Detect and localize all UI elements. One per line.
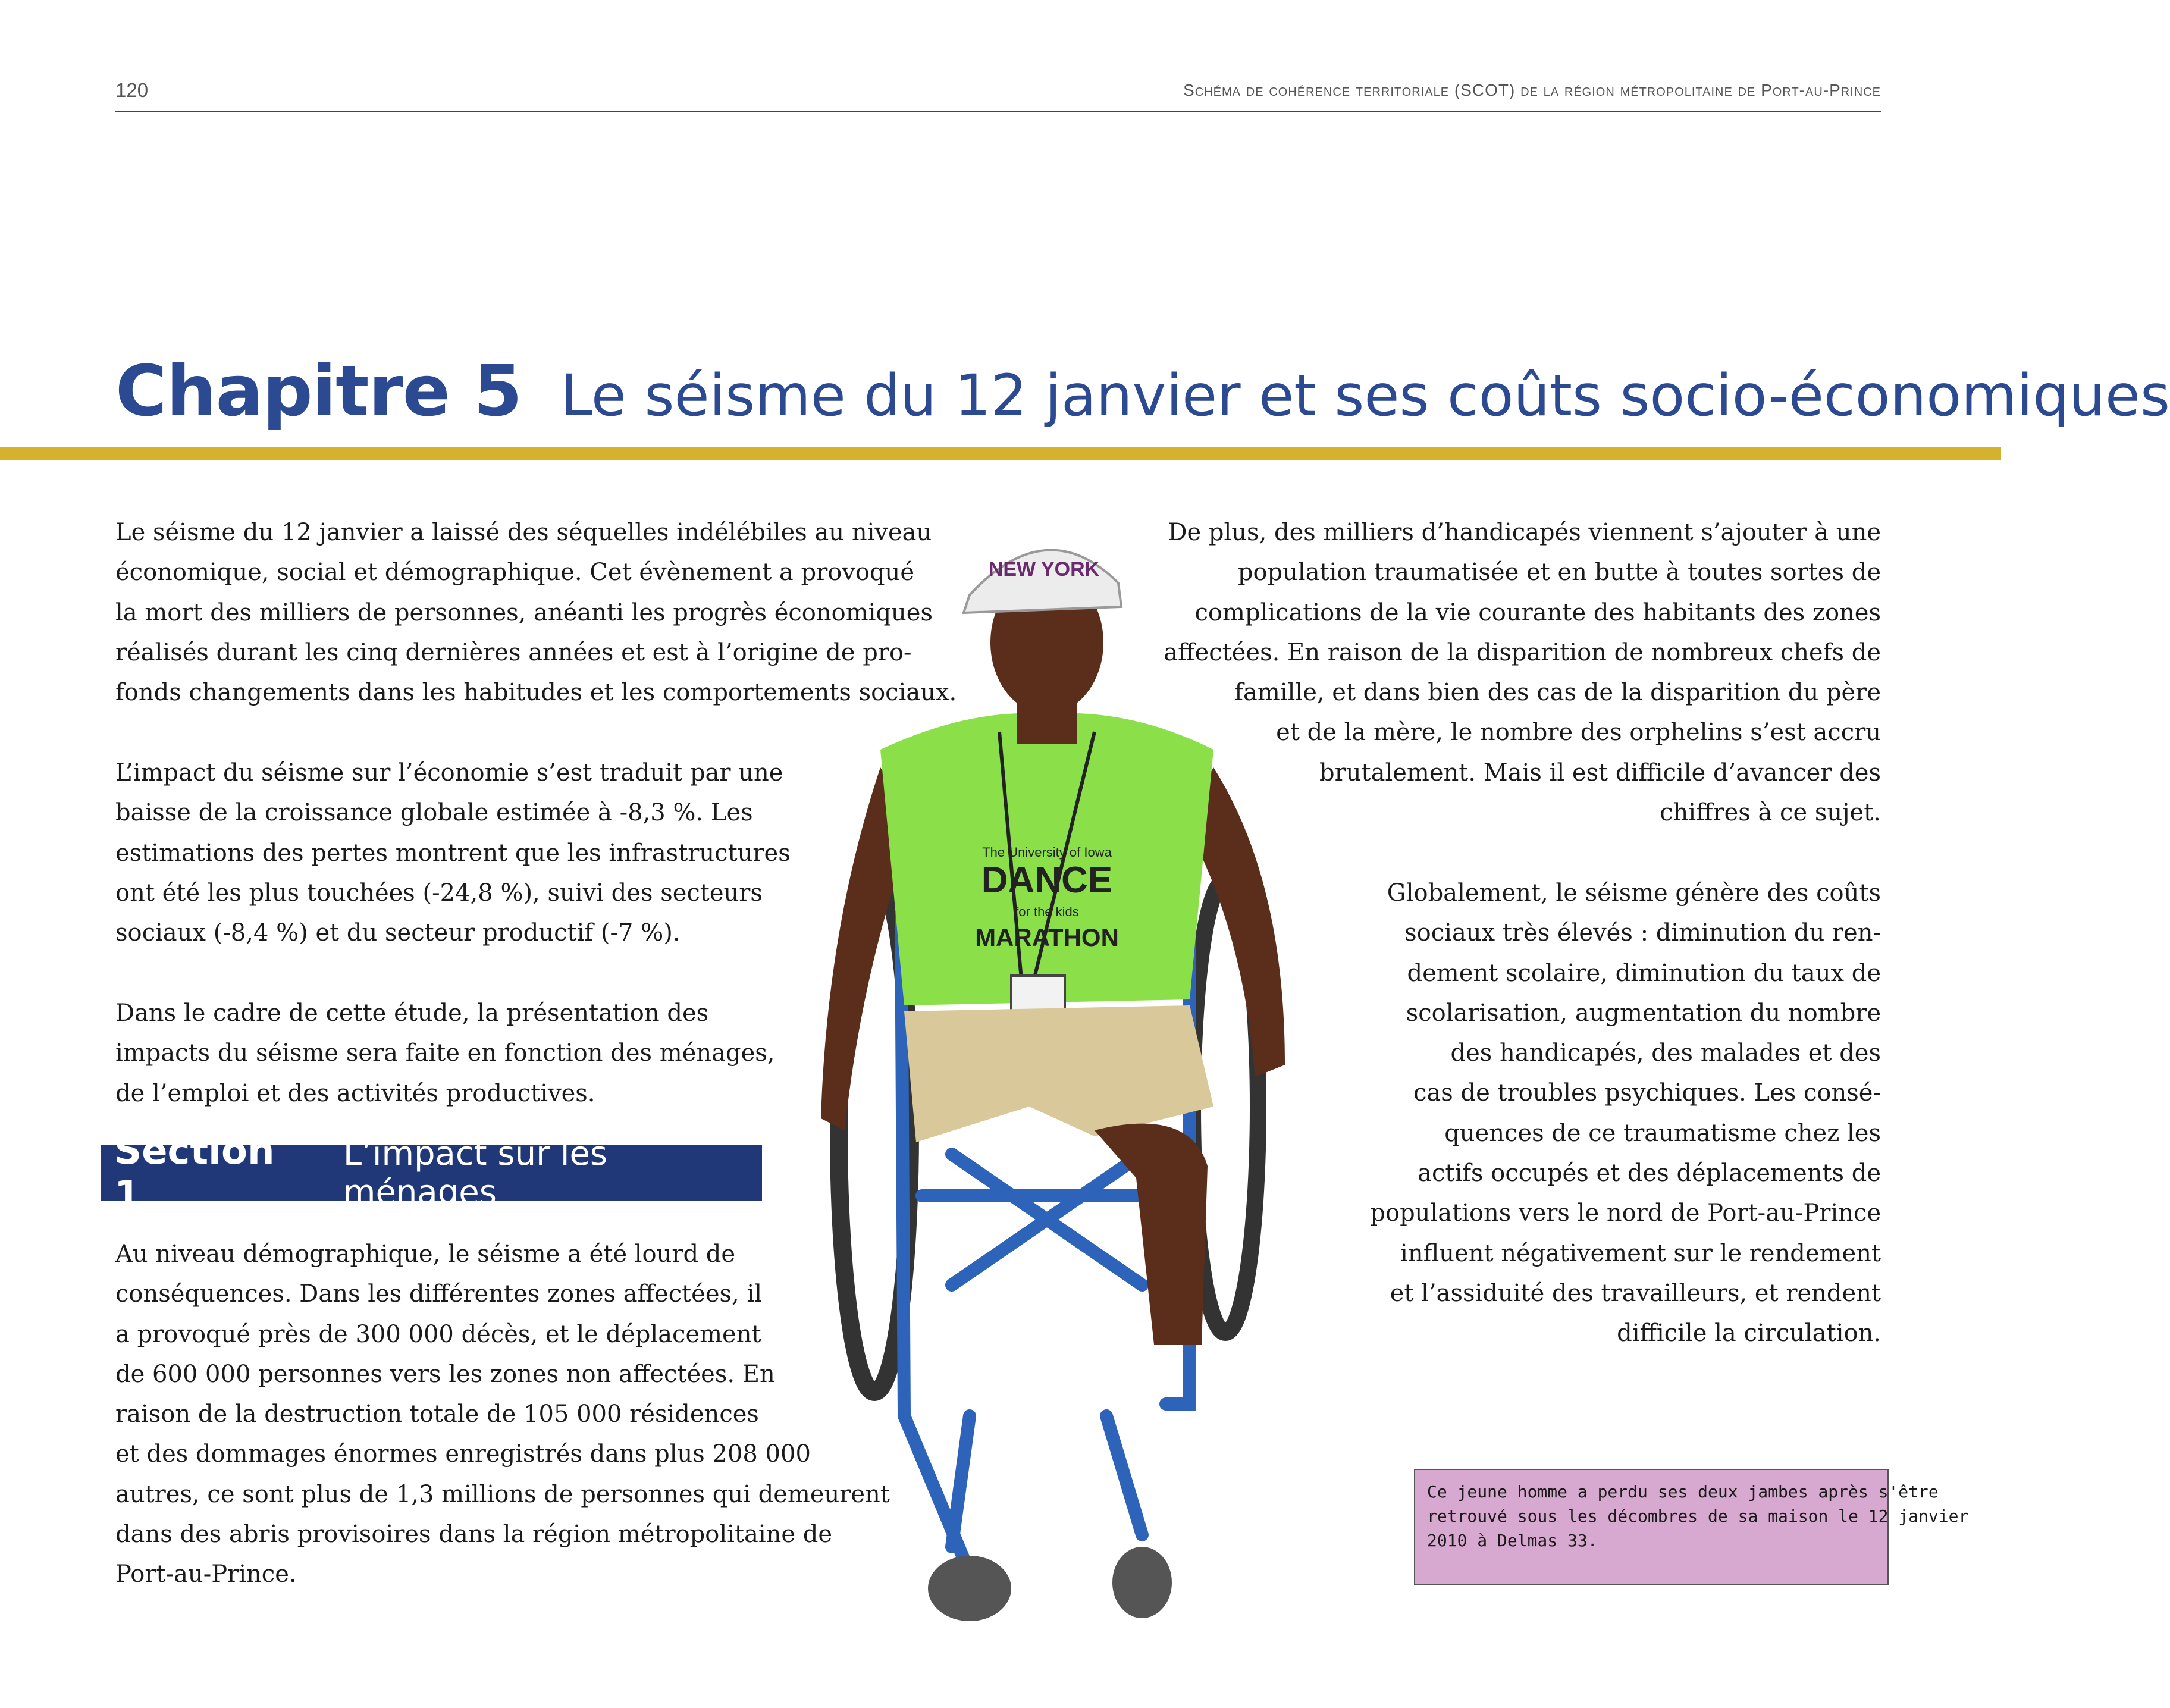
shirt-print-line: for the kids bbox=[1015, 904, 1079, 919]
text-line: population traumatisée et en butte à toutes sortes de bbox=[1237, 559, 1881, 587]
shirt-print-line: DANCE bbox=[981, 860, 1113, 901]
leg bbox=[1095, 1124, 1208, 1345]
text-line: Le séisme du 12 janvier a laissé des séquelles indélébiles au niveau bbox=[115, 519, 932, 546]
text-line: cas de troubles psychiques. Les consé- bbox=[1413, 1079, 1881, 1107]
chapter-rule bbox=[0, 447, 2001, 460]
text-line: sociaux très élevés : diminution du ren- bbox=[1404, 919, 1881, 947]
text-line: chiffres à ce sujet. bbox=[1660, 799, 1881, 827]
text-line: famille, et dans bien des cas de la disparition du père bbox=[1234, 679, 1881, 707]
wheelchair-photo bbox=[773, 512, 1321, 1696]
text-line: réalisés durant les cinq dernières années et est à l’origine de pro- bbox=[115, 638, 912, 666]
text-line: De plus, des milliers d’handicapés viennent s’ajouter à une bbox=[1168, 519, 1881, 546]
cap-print: NEW YORK bbox=[988, 558, 1100, 581]
text-line: autres, ce sont plus de 1,3 millions de personnes qui demeurent bbox=[115, 1480, 890, 1508]
text-line: Dans le cadre de cette étude, la présentation des bbox=[115, 999, 709, 1027]
text-line: baisse de la croissance globale estimée à -8,3 %. Les bbox=[115, 799, 753, 827]
text-line: dans des abris provisoires dans la région métropolitaine de bbox=[115, 1521, 833, 1549]
section-title: L’impact sur les ménages bbox=[343, 1134, 608, 1212]
paragraph-study-frame bbox=[115, 994, 774, 1114]
text-line: et l’assiduité des travailleurs, et rendent bbox=[1390, 1279, 1881, 1307]
text-line: fonds changements dans les habitudes et les comportements sociaux. bbox=[115, 679, 957, 707]
paragraph-economic-impact bbox=[115, 753, 791, 953]
left-caster-wheel bbox=[928, 1556, 1011, 1621]
text-line: influent négativement sur le rendement bbox=[1400, 1239, 1881, 1267]
text-line: difficile la circulation. bbox=[1617, 1320, 1881, 1347]
section-banner bbox=[101, 1129, 762, 1217]
chapter-heading bbox=[115, 350, 2170, 432]
text-line: et de la mère, le nombre des orphelins s’est accru bbox=[1276, 719, 1881, 747]
shirt-print-line: MARATHON bbox=[975, 923, 1119, 951]
text-line: dement scolaire, diminution du taux de bbox=[1407, 959, 1881, 987]
page-number: 120 bbox=[115, 79, 149, 101]
text-line: estimations des pertes montrent que les infrastructures bbox=[115, 839, 791, 867]
text-line: conséquences. Dans les différentes zones affectées, il bbox=[115, 1280, 763, 1308]
chapter-label: Chapitre 5 bbox=[115, 350, 522, 432]
header-rule bbox=[115, 111, 1881, 112]
right-caster-wheel bbox=[1112, 1547, 1172, 1618]
shirt-print-line: The University of Iowa bbox=[982, 845, 1112, 860]
text-line: impacts du séisme sera faite en fonction des ménages, bbox=[115, 1039, 775, 1067]
text-line: affectées. En raison de la disparition de nombreux chefs de bbox=[1164, 638, 1881, 666]
running-header: Schéma de cohérence territoriale (SCOT) de la région métropolitaine de Port-au-Prince bbox=[1183, 81, 1881, 99]
text-line: actifs occupés et des déplacements de bbox=[1418, 1159, 1881, 1187]
text-line: L’impact du séisme sur l’économie s’est traduit par une bbox=[115, 759, 783, 786]
text-line: de l’emploi et des activités productives. bbox=[115, 1079, 595, 1107]
chapter-title: Le séisme du 12 janvier et ses coûts socio-économiques bbox=[560, 362, 2170, 429]
text-line: complications de la vie courante des habitants des zones bbox=[1194, 598, 1881, 626]
text-line: sociaux (-8,4 %) et du secteur productif (-7 %). bbox=[115, 919, 681, 947]
text-line: quences de ce traumatisme chez les bbox=[1444, 1119, 1881, 1147]
text-line: raison de la destruction totale de 105 000 résidences bbox=[115, 1400, 759, 1428]
text-line: populations vers le nord de Port-au-Prince bbox=[1370, 1199, 1881, 1227]
text-line: Au niveau démographique, le séisme a été lourd de bbox=[115, 1240, 736, 1268]
text-line: et des dommages énormes enregistrés dans plus 208 000 bbox=[115, 1440, 811, 1468]
text-line: des handicapés, des malades et des bbox=[1450, 1039, 1881, 1067]
text-line: Globalement, le séisme génère des coûts bbox=[1387, 879, 1881, 907]
text-line: économique, social et démographique. Cet évènement a provoqué bbox=[115, 559, 914, 587]
text-line: a provoqué près de 300 000 décès, et le déplacement bbox=[115, 1320, 761, 1348]
text-line: ont été les plus touchées (-24,8 %), suivi des secteurs bbox=[115, 879, 763, 907]
shorts bbox=[904, 1005, 1213, 1142]
caption-line: 2010 à Delmas 33. bbox=[1427, 1531, 1598, 1550]
text-line: de 600 000 personnes vers les zones non affectées. En bbox=[115, 1360, 775, 1388]
text-line: scolarisation, augmentation du nombre bbox=[1406, 999, 1881, 1027]
text-line: brutalement. Mais il est difficile d’avancer des bbox=[1319, 759, 1881, 786]
caption-line: retrouvé sous les décombres de sa maison le 12 janvier bbox=[1427, 1506, 1969, 1526]
paragraph-social-costs bbox=[1370, 873, 1881, 1354]
text-line: Port-au-Prince. bbox=[115, 1560, 297, 1588]
photo-caption bbox=[1414, 1469, 1969, 1585]
section-label: Section 1 bbox=[114, 1129, 275, 1217]
text-line: la mort des milliers de personnes, anéanti les progrès économiques bbox=[115, 598, 933, 626]
caption-line: Ce jeune homme a perdu ses deux jambes après s'être bbox=[1427, 1482, 1939, 1502]
